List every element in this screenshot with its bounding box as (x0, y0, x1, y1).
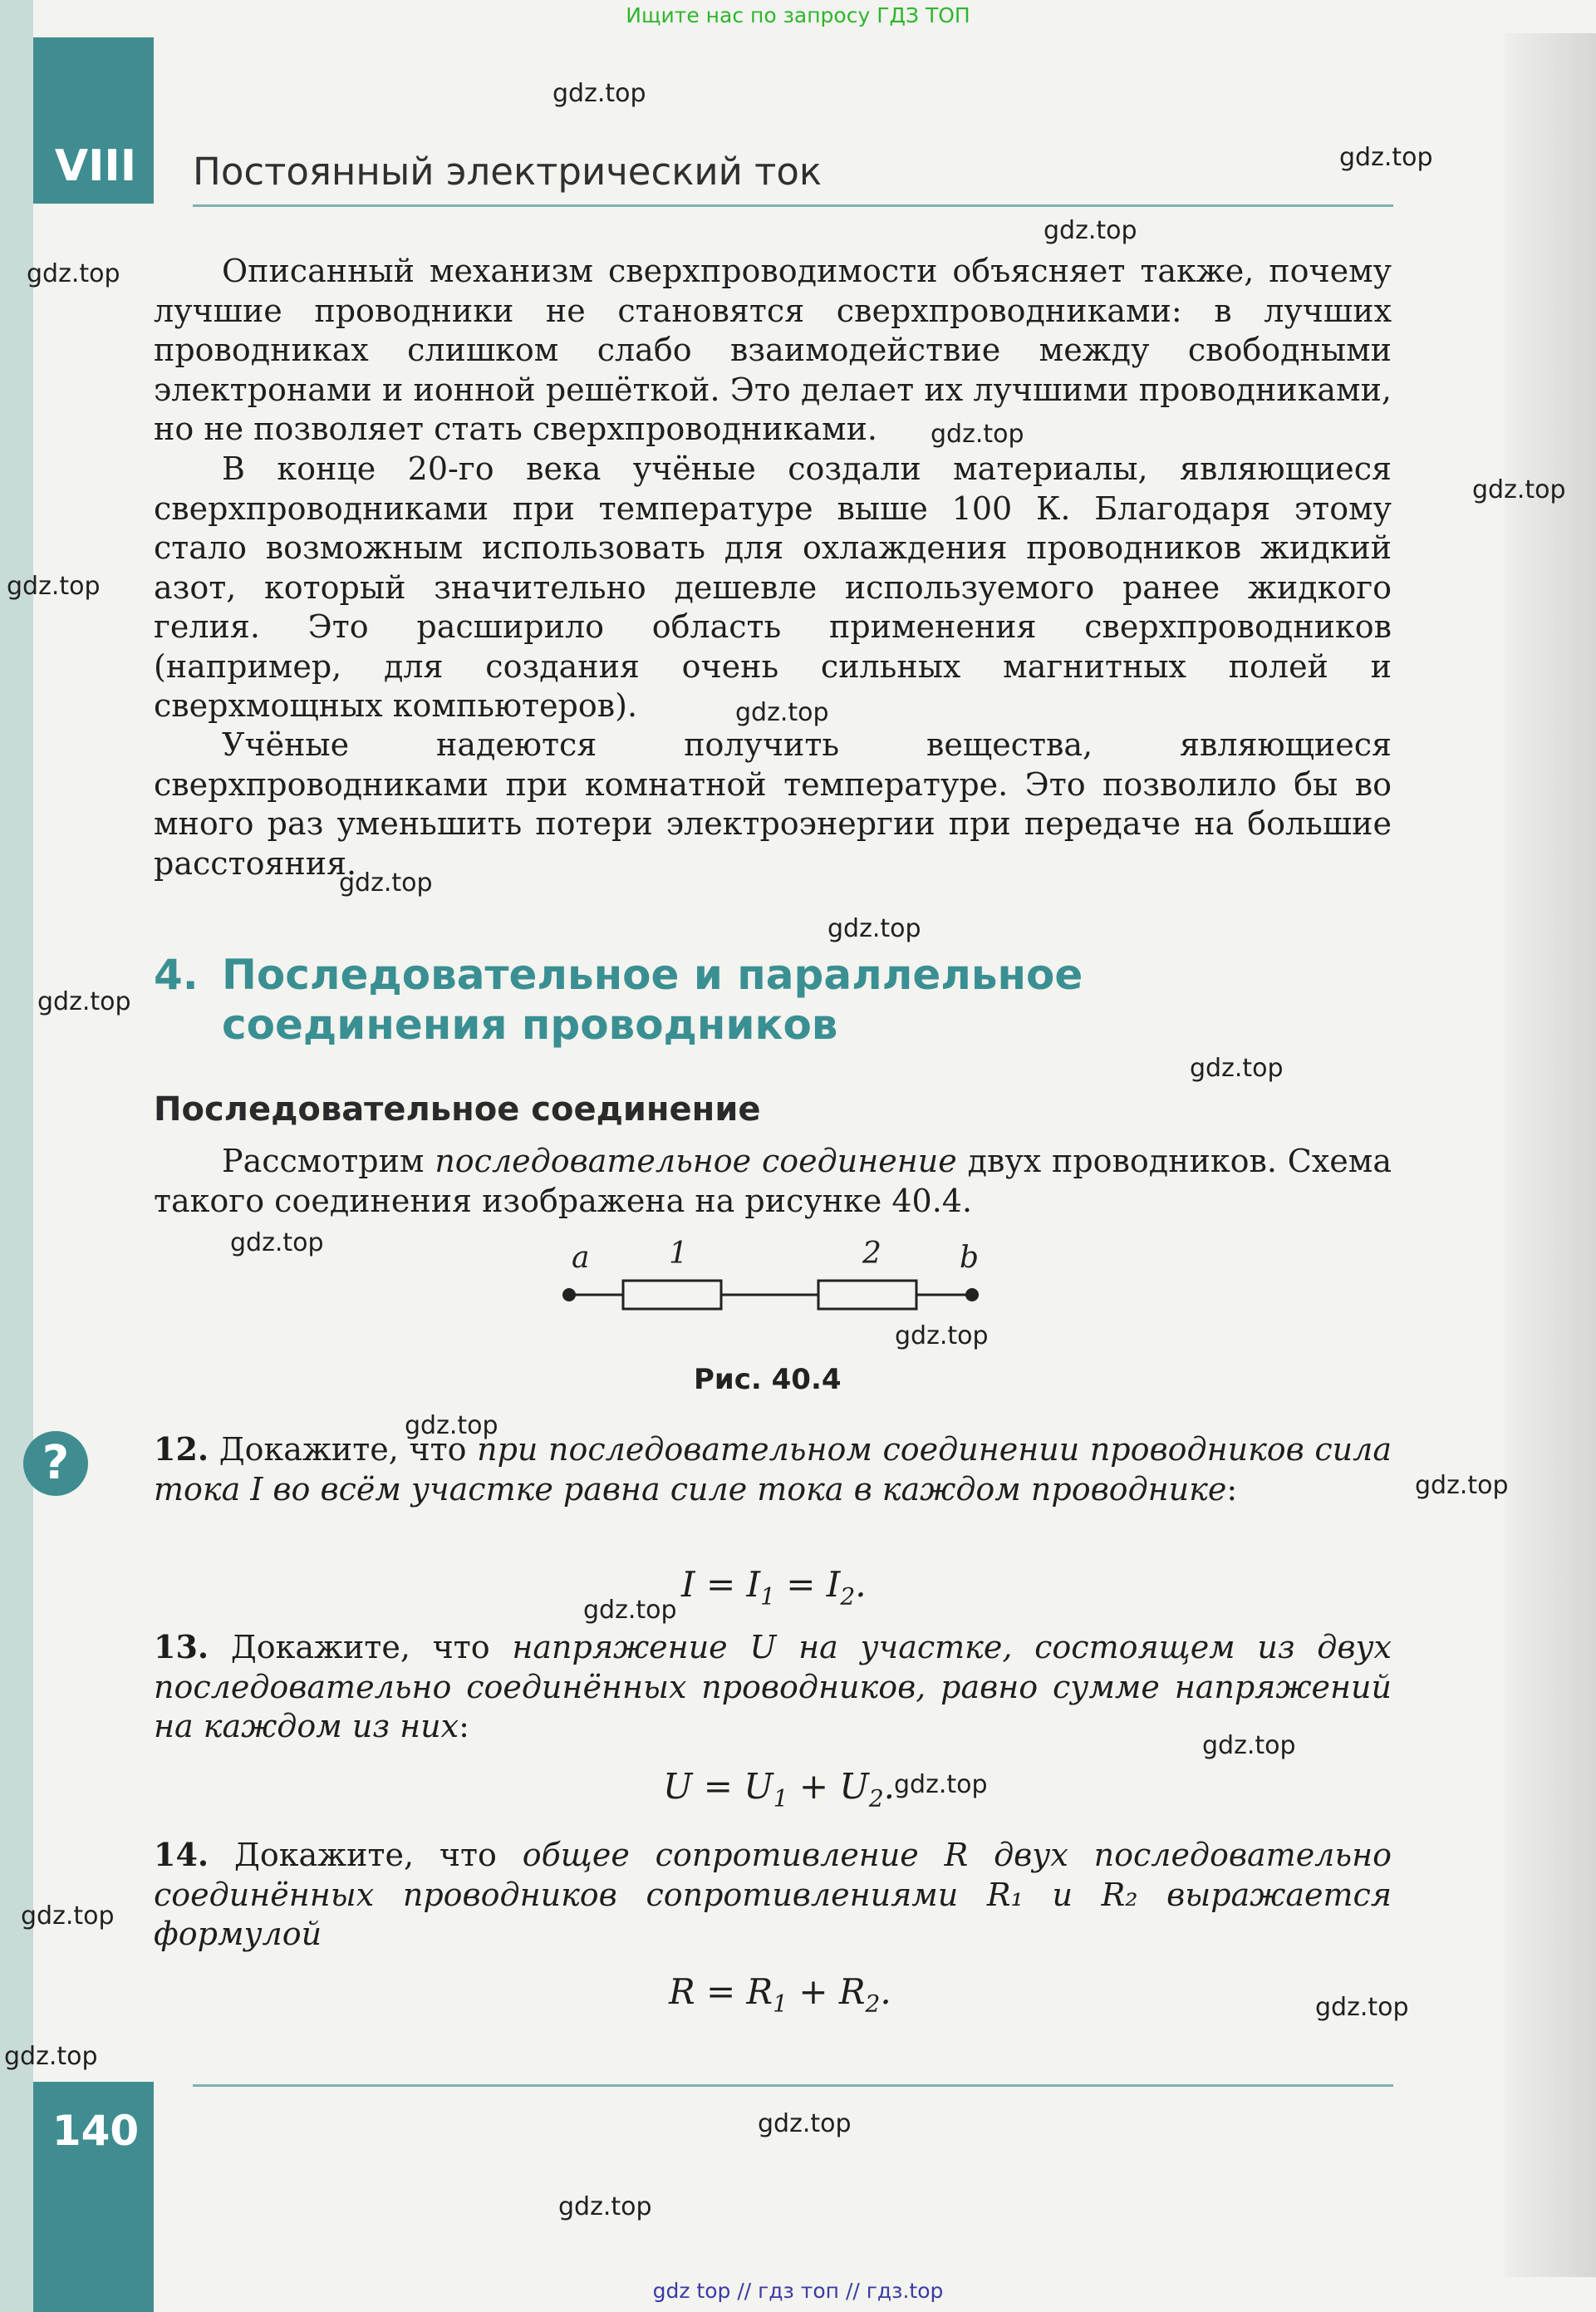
label-b: b (960, 1241, 980, 1275)
task-13 (154, 1627, 1392, 1747)
watermark: gdz.top (894, 1770, 988, 1799)
chapter-number: VIII (54, 141, 137, 191)
series-circuit-diagram (540, 1230, 1005, 1321)
task-text: Докажите, что (230, 1629, 513, 1665)
figure-caption: Рис. 40.4 (694, 1363, 842, 1396)
task-number: 12. (154, 1430, 209, 1468)
watermark: gdz.top (1190, 1054, 1284, 1083)
watermark: gdz.top (1315, 1993, 1409, 2022)
node-b (965, 1288, 979, 1301)
formula-13: $U = U_1 + U_2$. (663, 1766, 895, 1813)
task-14 (154, 1835, 1392, 1955)
watermark: gdz.top (21, 1901, 115, 1931)
watermark: gdz.top (37, 987, 131, 1016)
task-italic: напряжение U на участке, состоящем из двух последовательно соединённых проводников, равно сумме напряжений на каждом из них (154, 1629, 1392, 1744)
section-title-line1: Последовательное и параллельное (222, 951, 1083, 999)
formula-14: $R = R_1 + R_2$. (669, 1971, 891, 2018)
task-italic: при последовательном соединении проводников сила тока I во всём участке равна силе тока в каждом проводнике (154, 1431, 1392, 1508)
watermark: gdz.top (1339, 143, 1433, 172)
watermark: gdz.top (4, 2042, 98, 2071)
watermark: gdz.top (7, 572, 101, 601)
left-bleed (0, 0, 33, 2312)
watermark: gdz.top (1202, 1731, 1296, 1760)
task-text-end: : (459, 1708, 469, 1744)
intro-text-a: Рассмотрим (222, 1143, 435, 1179)
top-promo-link[interactable]: Ищите нас по запросу ГДЗ ТОП (626, 3, 970, 27)
section-title-line2: соединения проводников (222, 1001, 838, 1049)
node-a (562, 1288, 576, 1301)
watermark: gdz.top (339, 868, 433, 898)
page-number: 140 (52, 2107, 140, 2155)
label-2: 2 (862, 1237, 881, 1271)
task-text: Докажите, что (219, 1431, 478, 1468)
label-1: 1 (669, 1237, 688, 1271)
task-italic: общее сопротивление R двух последовательно соединённых проводников сопротивлениями R₁ и R₂ выражается формулой (154, 1837, 1392, 1952)
paragraph-1: Описанный механизм сверхпроводимости объясняет также, почему лучшие проводники не становятся сверхпроводниками: в лучших проводниках слишком слабо взаимодействие между свободными электронами и ионной решёткой. Это делает их лучшими проводниками, но не позволяет стать сверхпроводниками. (154, 253, 1392, 447)
footer-divider (193, 2084, 1393, 2087)
chapter-title: Постоянный электрический ток (193, 150, 823, 194)
watermark: gdz.top (735, 698, 829, 727)
watermark: gdz.top (931, 420, 1024, 449)
question-icon: ? (23, 1431, 88, 1496)
intro-text-b: двух проводников. Схема такого соединения изображена на рисунке 40.4. (154, 1143, 1392, 1219)
bottom-promo-link[interactable]: gdz top // гдз топ // гдз.top (652, 2279, 944, 2303)
watermark: gdz.top (1415, 1471, 1509, 1500)
watermark: gdz.top (558, 2192, 652, 2221)
intro-italic: последовательное соединение (435, 1143, 957, 1179)
label-a: a (572, 1241, 590, 1275)
header-divider (193, 204, 1393, 207)
task-text: Докажите, что (233, 1837, 523, 1873)
watermark: gdz.top (895, 1321, 989, 1350)
watermark: gdz.top (758, 2109, 852, 2138)
page-edge-shadow (1505, 33, 1596, 2277)
paragraph-2: В конце 20-го века учёные создали материалы, являющиеся сверхпроводниками при температуре выше 100 К. Благодаря этому стало возможным использовать для охлаждения проводников жидкий азот, который значительно дешевле используемого ранее жидкого гелия. Это расширило область применения сверхпроводников (например, для создания очень сильных магнитных полей и сверхмощных компьютеров). (154, 450, 1392, 724)
task-text-end: : (1226, 1470, 1238, 1508)
section-heading (154, 950, 1083, 1050)
paragraph-3: Учёные надеются получить вещества, являющиеся сверхпроводниками при комнатной температуре. Это позволило бы во много раз уменьшить потери электроэнергии при передаче на большие расстояния. (154, 726, 1392, 882)
watermark: gdz.top (1472, 475, 1566, 504)
task-number: 13. (154, 1628, 209, 1665)
section-intro (154, 1142, 1392, 1221)
task-12 (154, 1429, 1392, 1509)
watermark: gdz.top (405, 1411, 498, 1440)
watermark: gdz.top (27, 259, 120, 288)
watermark: gdz.top (1044, 216, 1137, 245)
watermark: gdz.top (230, 1228, 324, 1257)
watermark: gdz.top (827, 914, 921, 943)
watermark: gdz.top (552, 79, 646, 108)
formula-12: $I = I_1 = I_2$. (681, 1564, 867, 1611)
task-number: 14. (154, 1836, 209, 1873)
subheading: Последовательное соединение (154, 1090, 761, 1129)
watermark: gdz.top (583, 1596, 677, 1625)
resistor-1 (623, 1281, 721, 1309)
section-number: 4. (154, 951, 199, 999)
resistor-2 (818, 1281, 916, 1309)
